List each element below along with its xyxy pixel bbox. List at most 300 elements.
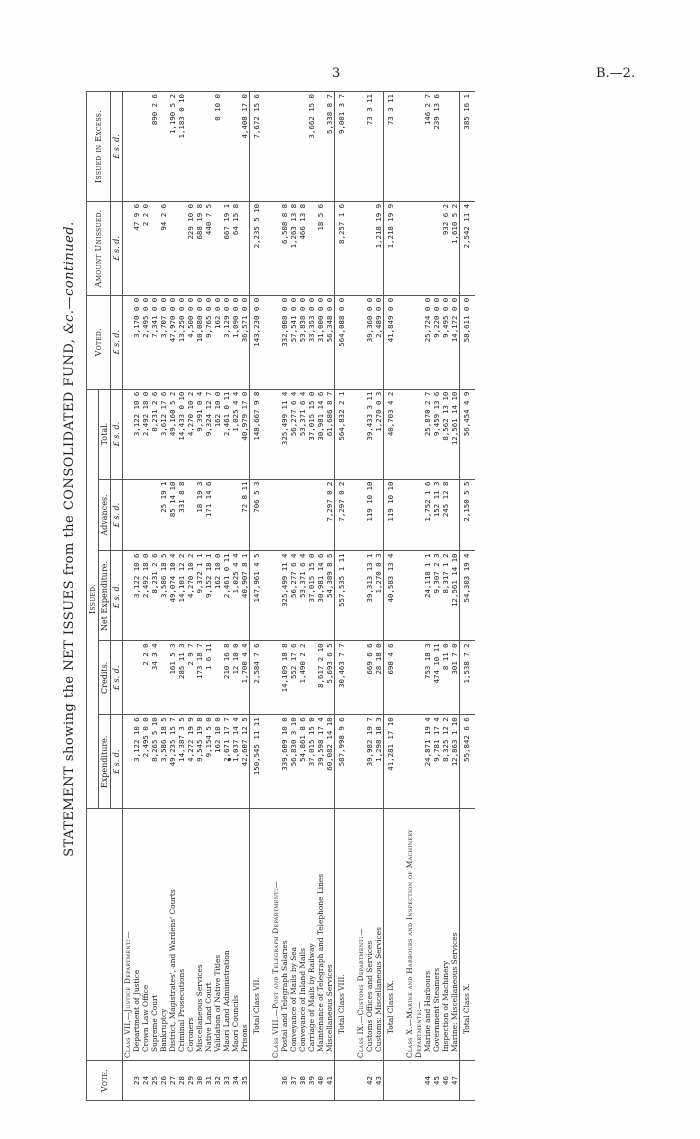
credits-cell: 5,693 6 5 — [325, 641, 335, 715]
voted-cell: 332,008 0 0 — [280, 295, 289, 389]
empty-cell — [271, 201, 280, 295]
row-description: District, Magistrates', and Wardens' Courts — [168, 809, 177, 1061]
credits-header: Credits. — [99, 641, 111, 715]
unit-label: £ s. d. — [111, 479, 123, 551]
amount-unissued-cell: 440 7 5 — [204, 201, 213, 295]
expenditure-cell: 2,671 17 7 — [222, 715, 231, 809]
total-total-cell: 56,454 4 9 — [460, 389, 476, 479]
credits-cell: 12 10 0 — [231, 641, 240, 715]
statement-body — [123, 92, 476, 1101]
advances-cell: 171 14 6 — [204, 479, 213, 551]
amount-unissued-cell: 1,218 19 9 — [374, 201, 384, 295]
vote-number: 27 — [168, 1061, 177, 1101]
advances-cell — [150, 479, 159, 551]
table-row — [213, 92, 222, 1101]
vote-cell — [405, 1061, 423, 1101]
table-row — [177, 92, 186, 1101]
net-expenditure-cell: 56,277 6 4 — [289, 551, 298, 641]
net-expenditure-cell: 162 10 0 — [213, 551, 222, 641]
empty-cell — [405, 641, 423, 715]
expenditure-cell: 8,265 5 10 — [150, 715, 159, 809]
advances-cell — [450, 479, 460, 551]
total-net-expenditure-cell: 54,303 19 4 — [460, 551, 476, 641]
class-total-row — [460, 92, 476, 1101]
class-heading-row — [405, 92, 423, 1101]
total-expenditure-cell: 55,842 6 6 — [460, 715, 476, 809]
empty-cell — [271, 479, 280, 551]
empty-cell — [271, 295, 280, 389]
total-advances-cell: 706 5 3 — [250, 479, 266, 551]
vote-number: 32 — [213, 1061, 222, 1101]
table-row — [150, 92, 159, 1101]
vote-number: 42 — [365, 1061, 374, 1101]
net-expenditure-cell: 24,118 1 1 — [423, 551, 432, 641]
expenditure-cell: 3,586 18 5 — [159, 715, 168, 809]
net-expenditure-cell: 8,231 2 6 — [150, 551, 159, 641]
vote-cell — [250, 1061, 266, 1101]
vote-number: 33 — [222, 1061, 231, 1101]
vote-number: 25 — [150, 1061, 159, 1101]
total-expenditure-cell: 150,545 11 11 — [250, 715, 266, 809]
expenditure-cell: 14,387 3 5 — [177, 715, 186, 809]
unit-label: £ s. d. — [111, 389, 123, 479]
total-cell: 162 10 0 — [213, 389, 222, 479]
issued-in-excess-cell: 1,190 5 2 — [168, 92, 177, 202]
empty-cell — [405, 201, 423, 295]
vote-number: 28 — [177, 1061, 186, 1101]
total-net-expenditure-cell: 40,583 13 4 — [384, 551, 400, 641]
expenditure-cell: 37,015 15 0 — [307, 715, 316, 809]
voted-header: Voted. — [87, 295, 111, 389]
issued-in-excess-header: Issued in Excess. — [87, 92, 111, 202]
issued-in-excess-cell: 239 13 6 — [432, 92, 441, 202]
issued-in-excess-cell: 0 10 0 — [213, 92, 222, 202]
issued-in-excess-cell — [231, 92, 240, 202]
row-description: Maori Councils — [231, 809, 240, 1061]
vote-number: 46 — [441, 1061, 450, 1101]
row-description: Inspection of Machinery — [441, 809, 450, 1061]
total-voted-cell: 41,849 0 0 — [384, 295, 400, 389]
issued-in-excess-cell — [204, 92, 213, 202]
total-issued-in-excess-cell: 7,672 15 6 — [250, 92, 266, 202]
credits-cell: 28 18 0 — [374, 641, 384, 715]
empty-cell — [123, 715, 133, 809]
net-expenditure-cell: 3,586 18 5 — [159, 551, 168, 641]
row-description: Conveyance of Inland Mails — [298, 809, 307, 1061]
net-expenditure-cell: 2,492 18 0 — [141, 551, 150, 641]
advances-cell — [298, 479, 307, 551]
net-expenditure-cell: 1,025 4 4 — [231, 551, 240, 641]
table-row — [289, 92, 298, 1101]
amount-unissued-cell — [177, 201, 186, 295]
total-cell: 9,391 0 4 — [195, 389, 204, 479]
issued-in-excess-cell — [141, 92, 150, 202]
amount-unissued-cell: 667 19 1 — [222, 201, 231, 295]
net-expenditure-cell: 37,015 15 0 — [307, 551, 316, 641]
table-row — [231, 92, 240, 1101]
issued-in-excess-cell — [450, 92, 460, 202]
credits-cell: 301 7 0 — [450, 641, 460, 715]
vote-cell — [356, 1061, 365, 1101]
expenditure-cell: 1,037 14 4 — [231, 715, 240, 809]
statement-table — [86, 91, 475, 1101]
vote-number: 43 — [374, 1061, 384, 1101]
table-row — [423, 92, 432, 1101]
unit-label: £ s. d. — [111, 641, 123, 715]
empty-cell — [356, 641, 365, 715]
advances-cell — [141, 479, 150, 551]
table-row — [186, 92, 195, 1101]
advances-cell — [231, 479, 240, 551]
amount-unissued-cell: 2 2 0 — [141, 201, 150, 295]
voted-cell: 9,495 0 0 — [441, 295, 450, 389]
issued-in-excess-cell: 3,662 15 0 — [307, 92, 316, 202]
expenditure-cell: 162 10 0 — [213, 715, 222, 809]
table-row — [132, 92, 141, 1101]
voted-cell: 47,970 0 0 — [168, 295, 177, 389]
table-row — [204, 92, 213, 1101]
net-expenditure-cell: 325,499 11 4 — [280, 551, 289, 641]
class-total-row — [384, 92, 400, 1101]
amount-unissued-cell: 466 13 8 — [298, 201, 307, 295]
advances-cell — [280, 479, 289, 551]
amount-unissued-cell: 94 2 6 — [159, 201, 168, 295]
advances-cell — [289, 479, 298, 551]
total-issued-in-excess-cell: 385 16 1 — [460, 92, 476, 202]
voted-cell: 56,348 0 0 — [325, 295, 335, 389]
credits-cell: 285 11 3 — [177, 641, 186, 715]
vote-header — [87, 1061, 123, 1101]
row-description: Bankruptcy — [159, 809, 168, 1061]
credits-cell: 8 11 0 — [441, 641, 450, 715]
voted-cell: 9,220 0 0 — [432, 295, 441, 389]
credits-cell: 8,617 2 10 — [316, 641, 325, 715]
vote-number: 44 — [423, 1061, 432, 1101]
total-label: Total Class IX. — [384, 809, 400, 1061]
empty-cell — [123, 92, 133, 202]
voted-cell: 53,838 0 0 — [298, 295, 307, 389]
net-expenditure-cell: 30,981 14 6 — [316, 551, 325, 641]
total-amount-unissued-cell: 1,218 19 9 — [384, 201, 400, 295]
advances-cell: 331 8 8 — [177, 479, 186, 551]
advances-cell: 1,752 1 6 — [423, 479, 432, 551]
total-cell: 61,686 8 7 — [325, 389, 335, 479]
total-cell: 1,270 0 3 — [374, 389, 384, 479]
table-row — [222, 92, 231, 1101]
credits-cell: 1,700 4 4 — [240, 641, 250, 715]
advances-cell — [213, 479, 222, 551]
empty-cell — [356, 715, 365, 809]
vote-cell — [460, 1061, 476, 1101]
row-description: Maintenance of Telegraph and Telephone Lines — [316, 809, 325, 1061]
advances-cell — [132, 479, 141, 551]
voted-cell: 162 0 0 — [213, 295, 222, 389]
total-cell: 3,122 10 6 — [132, 389, 141, 479]
total-net-expenditure-cell: 557,535 1 11 — [335, 551, 351, 641]
total-issued-in-excess-cell: 73 3 11 — [384, 92, 400, 202]
class-total-row — [250, 92, 266, 1101]
table-row — [441, 92, 450, 1101]
amount-unissued-cell: 229 10 0 — [186, 201, 195, 295]
advances-cell: 25 19 1 — [159, 479, 168, 551]
row-description: Criminal Prosecutions — [177, 809, 186, 1061]
expenditure-cell: 39,982 19 7 — [365, 715, 374, 809]
amount-unissued-cell — [432, 201, 441, 295]
page-number: 3 — [332, 66, 341, 81]
vote-number: 45 — [432, 1061, 441, 1101]
voted-cell: 33,353 0 0 — [307, 295, 316, 389]
amount-unissued-cell: 688 19 8 — [195, 201, 204, 295]
issued-in-excess-cell — [289, 92, 298, 202]
net-expenditure-cell: 2,461 0 11 — [222, 551, 231, 641]
row-description: Customs Offices and Services — [365, 809, 374, 1061]
empty-cell — [123, 201, 133, 295]
advances-cell — [374, 479, 384, 551]
row-description: Marine: Miscellaneous Services — [450, 809, 460, 1061]
empty-cell — [405, 389, 423, 479]
total-total-cell: 564,832 2 1 — [335, 389, 351, 479]
vote-number: 38 — [298, 1061, 307, 1101]
voted-cell: 2,489 0 0 — [374, 295, 384, 389]
row-description: Government Steamers — [432, 809, 441, 1061]
total-expenditure-cell: 587,998 9 6 — [335, 715, 351, 809]
expenditure-cell: 12,863 1 10 — [450, 715, 460, 809]
empty-cell — [405, 92, 423, 202]
expenditure-cell: 49,235 15 7 — [168, 715, 177, 809]
credits-cell: 552 17 6 — [289, 641, 298, 715]
issued-in-excess-cell: 4,408 17 0 — [240, 92, 250, 202]
amount-unissued-cell: 18 5 6 — [316, 201, 325, 295]
class-heading: Class VIII.—Post and Telegraph Department:— — [271, 809, 280, 1061]
expenditure-cell: 4,272 19 9 — [186, 715, 195, 809]
advances-cell: 85 14 10 — [168, 479, 177, 551]
expenditure-header: Expenditure. — [99, 715, 111, 809]
empty-cell — [123, 641, 133, 715]
empty-cell — [356, 479, 365, 551]
statement-title-suffix: &c.—continued. — [62, 221, 77, 334]
vote-header-label: Vote. — [100, 1068, 109, 1093]
voted-cell: 4,500 0 0 — [186, 295, 195, 389]
class-heading-row — [271, 92, 280, 1101]
unit-label: £ s. d. — [111, 92, 123, 202]
amount-unissued-cell: 47 9 6 — [132, 201, 141, 295]
advances-cell — [222, 479, 231, 551]
total-cell: 3,612 17 6 — [159, 389, 168, 479]
vote-number: 36 — [280, 1061, 289, 1101]
voted-cell: 13,250 0 0 — [177, 295, 186, 389]
total-cell: 40,979 17 0 — [240, 389, 250, 479]
vote-number: 24 — [141, 1061, 150, 1101]
credits-cell: 669 6 6 — [365, 641, 374, 715]
empty-cell — [123, 389, 133, 479]
net-expenditure-cell: 14,101 12 2 — [177, 551, 186, 641]
total-cell: 8,562 13 10 — [441, 389, 450, 479]
net-expenditure-header: Net Expenditure. — [99, 551, 111, 641]
expenditure-cell: 42,607 12 5 — [240, 715, 250, 809]
voted-cell: 3,129 0 0 — [222, 295, 231, 389]
total-expenditure-cell: 41,281 17 10 — [384, 715, 400, 809]
page-reference: B.—2. — [596, 66, 636, 81]
row-description: Postal and Telegraph Salaries — [280, 809, 289, 1061]
row-description: Coroners — [186, 809, 195, 1061]
vote-number: 47 — [450, 1061, 460, 1101]
table-row — [280, 92, 289, 1101]
class-total-row — [335, 92, 351, 1101]
expenditure-cell: 8,325 12 2 — [441, 715, 450, 809]
total-advances-cell: 2,150 5 5 — [460, 479, 476, 551]
class-heading-row — [123, 92, 133, 1101]
unit-label: £ s. d. — [111, 295, 123, 389]
credits-cell — [159, 641, 168, 715]
net-expenditure-cell: 1,270 0 3 — [374, 551, 384, 641]
total-cell: 12,561 14 10 — [450, 389, 460, 479]
amount-unissued-cell — [240, 201, 250, 295]
credits-cell — [132, 641, 141, 715]
voted-cell: 39,360 0 0 — [365, 295, 374, 389]
advances-cell: 119 10 10 — [365, 479, 374, 551]
net-expenditure-cell: 3,122 10 6 — [132, 551, 141, 641]
advances-cell — [186, 479, 195, 551]
empty-cell — [405, 479, 423, 551]
net-expenditure-cell: 8,317 1 2 — [441, 551, 450, 641]
empty-cell — [123, 551, 133, 641]
advances-cell: 7,297 0 2 — [325, 479, 335, 551]
voted-cell: 1,090 0 0 — [231, 295, 240, 389]
total-label: Total Class VIII. — [335, 809, 351, 1061]
amount-unissued-cell — [150, 201, 159, 295]
vote-number: 41 — [325, 1061, 335, 1101]
table-row — [168, 92, 177, 1101]
total-cell: 9,459 13 6 — [432, 389, 441, 479]
description-header — [87, 809, 123, 1061]
total-cell: 37,015 15 0 — [307, 389, 316, 479]
expenditure-cell: 1,298 18 3 — [374, 715, 384, 809]
issued-in-excess-cell: 146 2 7 — [423, 92, 432, 202]
expenditure-cell: 60,082 14 10 — [325, 715, 335, 809]
empty-cell — [271, 92, 280, 202]
amount-unissued-cell: 932 6 2 — [441, 201, 450, 295]
issued-in-excess-cell: 890 2 6 — [150, 92, 159, 202]
amount-unissued-cell — [325, 201, 335, 295]
empty-cell — [356, 92, 365, 202]
expenditure-cell: 56,830 3 10 — [289, 715, 298, 809]
net-expenditure-cell: 9,152 18 1 — [204, 551, 213, 641]
advances-cell — [307, 479, 316, 551]
net-expenditure-cell: 53,371 6 4 — [298, 551, 307, 641]
table-row — [316, 92, 325, 1101]
advances-cell: 18 19 3 — [195, 479, 204, 551]
total-amount-unissued-cell: 2,235 5 10 — [250, 201, 266, 295]
net-expenditure-cell: 12,561 14 10 — [450, 551, 460, 641]
voted-cell: 25,724 0 0 — [423, 295, 432, 389]
total-cell: 2,461 0 11 — [222, 389, 231, 479]
net-expenditure-cell: 39,313 13 1 — [365, 551, 374, 641]
vote-cell — [123, 1061, 133, 1101]
issued-header: Issued. — [87, 389, 99, 809]
vote-number: 40 — [316, 1061, 325, 1101]
empty-cell — [405, 551, 423, 641]
empty-cell — [123, 295, 133, 389]
total-amount-unissued-cell: 2,542 11 4 — [460, 201, 476, 295]
total-cell: 325,499 11 4 — [280, 389, 289, 479]
net-expenditure-cell: 4,270 10 2 — [186, 551, 195, 641]
row-description: Department of Justice — [132, 809, 141, 1061]
issued-in-excess-cell — [186, 92, 195, 202]
amount-unissued-cell: 6,508 8 8 — [280, 201, 289, 295]
row-description: Carriage of Mails by Railway — [307, 809, 316, 1061]
advances-header: Advances. — [99, 479, 111, 551]
voted-cell: 7,341 0 0 — [150, 295, 159, 389]
unit-label: £ s. d. — [111, 551, 123, 641]
voted-cell: 31,000 0 0 — [316, 295, 325, 389]
table-row — [307, 92, 316, 1101]
voted-cell: 3,707 0 0 — [159, 295, 168, 389]
credits-cell: 161 5 3 — [168, 641, 177, 715]
credits-cell: 2 2 0 — [141, 641, 150, 715]
vote-number: 26 — [159, 1061, 168, 1101]
empty-cell — [356, 295, 365, 389]
net-expenditure-cell: 9,372 1 1 — [195, 551, 204, 641]
total-issued-in-excess-cell: 9,001 3 7 — [335, 92, 351, 202]
issued-in-excess-cell — [159, 92, 168, 202]
voted-cell: 14,172 0 0 — [450, 295, 460, 389]
credits-cell: 1 6 11 — [204, 641, 213, 715]
total-header: Total. — [99, 389, 111, 479]
voted-cell: 10,080 0 0 — [195, 295, 204, 389]
row-description: Maori Land Administration — [222, 809, 231, 1061]
total-voted-cell: 143,230 0 0 — [250, 295, 266, 389]
empty-cell — [271, 551, 280, 641]
table-row — [141, 92, 150, 1101]
amount-unissued-cell — [365, 201, 374, 295]
expenditure-cell: 2,495 0 0 — [141, 715, 150, 809]
total-cell: 39,433 3 11 — [365, 389, 374, 479]
expenditure-cell: 339,609 10 0 — [280, 715, 289, 809]
empty-cell — [271, 641, 280, 715]
issued-in-excess-cell — [298, 92, 307, 202]
total-net-expenditure-cell: 147,961 4 5 — [250, 551, 266, 641]
total-amount-unissued-cell: 8,257 1 6 — [335, 201, 351, 295]
table-row — [365, 92, 374, 1101]
row-description: Native Land Court — [204, 809, 213, 1061]
amount-unissued-cell: 64 15 8 — [231, 201, 240, 295]
expenditure-cell: 9,154 5 0 — [204, 715, 213, 809]
statement-title-text: STATEMENT showing the NET ISSUES from the CONSOLIDATED FUND, — [62, 338, 77, 857]
total-cell: 56,277 6 4 — [289, 389, 298, 479]
amount-unissued-header: Amount Unissued. — [87, 201, 111, 295]
total-cell: 30,981 14 6 — [316, 389, 325, 479]
expenditure-cell: 9,545 19 8 — [195, 715, 204, 809]
vote-number: 39 — [307, 1061, 316, 1101]
total-total-cell: 40,703 4 2 — [384, 389, 400, 479]
total-voted-cell: 564,088 0 0 — [335, 295, 351, 389]
class-heading: Class IX.—Customs Department:— — [356, 809, 365, 1061]
statement-title — [62, 39, 77, 1039]
unit-label: £ s. d. — [111, 715, 123, 809]
voted-cell: 9,765 0 0 — [204, 295, 213, 389]
row-description: Crown Law Office — [141, 809, 150, 1061]
expenditure-cell: 39,598 17 4 — [316, 715, 325, 809]
total-cell: 25,870 2 7 — [423, 389, 432, 479]
credits-cell: 753 18 3 — [423, 641, 432, 715]
credits-cell: 14,109 18 8 — [280, 641, 289, 715]
credits-cell: 210 16 8 — [222, 641, 231, 715]
row-description: Conveyance of Mails by Sea — [289, 809, 298, 1061]
credits-cell: 2 9 7 — [186, 641, 195, 715]
total-cell: 8,231 2 6 — [150, 389, 159, 479]
vote-cell — [384, 1061, 400, 1101]
credits-cell: 474 10 11 — [432, 641, 441, 715]
